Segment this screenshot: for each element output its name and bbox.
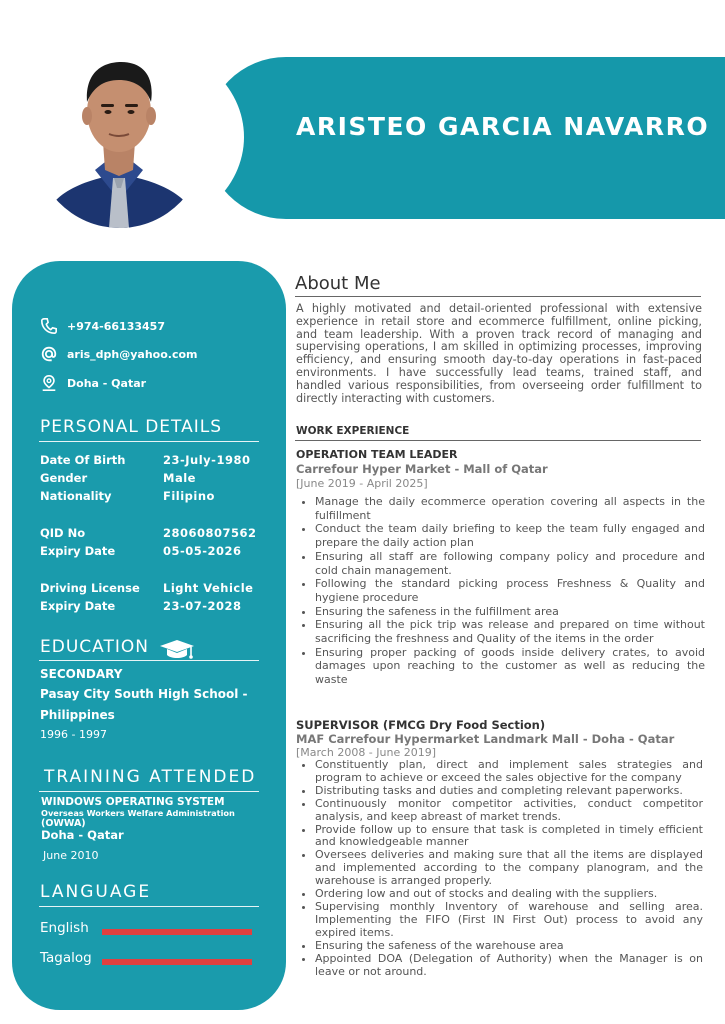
duty-list	[297, 759, 703, 978]
job-period: [March 2008 - June 2019]	[296, 746, 437, 759]
duty-item: • Appointed DOA (Delegation of Authority) when the Manager is on leave or not around.	[315, 953, 703, 979]
education-years: 1996 - 1997	[40, 728, 107, 741]
training-organization: Overseas Workers Welfare Administration	[41, 808, 235, 818]
divider	[39, 660, 259, 661]
detail-label: Nationality	[40, 489, 112, 503]
phone-icon	[40, 317, 58, 335]
language-name: English	[40, 920, 89, 936]
job-title: OPERATION TEAM LEADER	[296, 448, 458, 461]
duty-item: • Ensuring the safeness of the warehouse area	[315, 940, 703, 953]
about-heading: About Me	[295, 273, 381, 294]
email-address: aris_dph@yahoo.com	[67, 347, 198, 361]
duty-item: • Supervising monthly Inventory of warehouse and selling area. Implementing the FIFO (First IN First Out) process to avoid any expired items.	[315, 901, 703, 940]
duty-item: • Ensuring the safeness in the fulfillment area	[315, 605, 705, 619]
training-course: WINDOWS OPERATING SYSTEM	[41, 796, 225, 808]
detail-label: QID No	[40, 526, 86, 540]
school-name: Pasay City South High School -	[40, 687, 248, 701]
job-title: SUPERVISOR (FMCG Dry Food Section)	[296, 718, 546, 732]
graduation-cap-icon	[158, 638, 196, 662]
duty-item: • Ensuring all staff are following company policy and procedure and cold chain management.	[315, 550, 705, 577]
duty-item: • Conduct the team daily briefing to keep the team fully engaged and prepare the daily action plan	[315, 522, 705, 549]
detail-value: 28060807562	[163, 526, 257, 540]
divider	[295, 296, 701, 297]
divider	[295, 440, 701, 441]
duty-item: • Ensuring all the pick trip was release and prepared on time without sacrificing the freshness and Quality of the items in the order	[315, 618, 705, 645]
detail-value: 23-07-2028	[163, 599, 242, 613]
detail-value: 23-July-1980	[163, 453, 251, 467]
language-level-bar	[102, 929, 252, 935]
phone-number: +974-66133457	[67, 319, 165, 333]
school-country: Philippines	[40, 708, 115, 722]
candidate-name: ARISTEO GARCIA NAVARRO	[296, 112, 710, 141]
education-level: SECONDARY	[40, 667, 123, 681]
personal-details-heading: PERSONAL DETAILS	[40, 417, 222, 437]
training-location: Doha - Qatar	[41, 828, 124, 842]
contact-phone	[40, 316, 165, 336]
contact-email	[40, 344, 198, 364]
location-pin-icon	[40, 374, 58, 392]
duty-item: • Ordering low and out of stocks and dealing with the suppliers.	[315, 888, 703, 901]
at-sign-icon	[40, 345, 58, 363]
about-text: A highly motivated and detail-oriented professional with extensive experience in retail store and ecommerce fulfillment, online picking, and team leadership. With a proven track record of managing and supervising operations, I am skilled in optimizing processes, improving efficiency, and ensuring smooth day-to-day operations in fast-paced environments. I have successfully lead teams, trained staff, and handled various responsibilities, from overseeing order fulfillment to directly interacting with customers.	[296, 302, 702, 405]
detail-label: Driving License	[40, 581, 140, 595]
sidebar	[12, 261, 286, 1010]
duty-item: • Ensuring proper packing of goods inside delivery crates, to avoid damages upon reaching to the customer as well as reducing the waste	[315, 646, 705, 687]
language-level-fill	[102, 959, 252, 965]
job-company: MAF Carrefour Hypermarket Landmark Mall - Doha - Qatar	[296, 732, 675, 746]
education-heading: EDUCATION	[40, 637, 149, 657]
duty-item: • Manage the daily ecommerce operation covering all aspects in the fulfillment	[315, 495, 705, 522]
duty-list	[297, 495, 705, 687]
work-experience-heading: WORK EXPERIENCE	[296, 425, 410, 437]
detail-value: 05-05-2026	[163, 544, 242, 558]
divider	[39, 906, 259, 907]
detail-label: Date Of Birth	[40, 453, 126, 467]
detail-value: Light Vehicle	[163, 581, 254, 595]
divider	[39, 441, 259, 442]
language-heading: LANGUAGE	[40, 882, 152, 902]
contact-location	[40, 373, 146, 393]
duty-item: • Oversees deliveries and making sure that all the items are displayed and implemented according to the company planogram, and the warehouse is arranged properly.	[315, 849, 703, 888]
location-text: Doha - Qatar	[67, 376, 147, 390]
duty-item: • Provide follow up to ensure that task is completed in timely efficient and knowledgeable manner	[315, 824, 703, 850]
detail-label: Expiry Date	[40, 599, 116, 613]
training-date: June 2010	[43, 849, 99, 862]
profile-photo	[33, 50, 206, 228]
language-name: Tagalog	[40, 950, 92, 966]
duty-item: • Continuously monitor competitor activities, conduct competitor analysis, and keep abreast of market trends.	[315, 798, 703, 824]
language-level-fill	[102, 929, 252, 935]
detail-label: Expiry Date	[40, 544, 116, 558]
divider	[39, 791, 259, 792]
training-org-abbr: (OWWA)	[41, 818, 86, 829]
detail-value: Filipino	[163, 489, 215, 503]
training-heading: TRAINING ATTENDED	[44, 767, 257, 787]
duty-item: • Distributing tasks and duties and completing relevant paperworks.	[315, 785, 703, 798]
detail-label: Gender	[40, 471, 88, 485]
duty-item: • Following the standard picking process Freshness & Quality and hygiene procedure	[315, 577, 705, 604]
job-period: [June 2019 - April 2025]	[296, 477, 428, 490]
detail-value: Male	[163, 471, 196, 485]
duty-item: • Constituently plan, direct and implement sales strategies and program to achieve or exceed the sales objective for the company	[315, 759, 703, 785]
job-company: Carrefour Hyper Market - Mall of Qatar	[296, 462, 548, 476]
language-level-bar	[102, 959, 252, 965]
